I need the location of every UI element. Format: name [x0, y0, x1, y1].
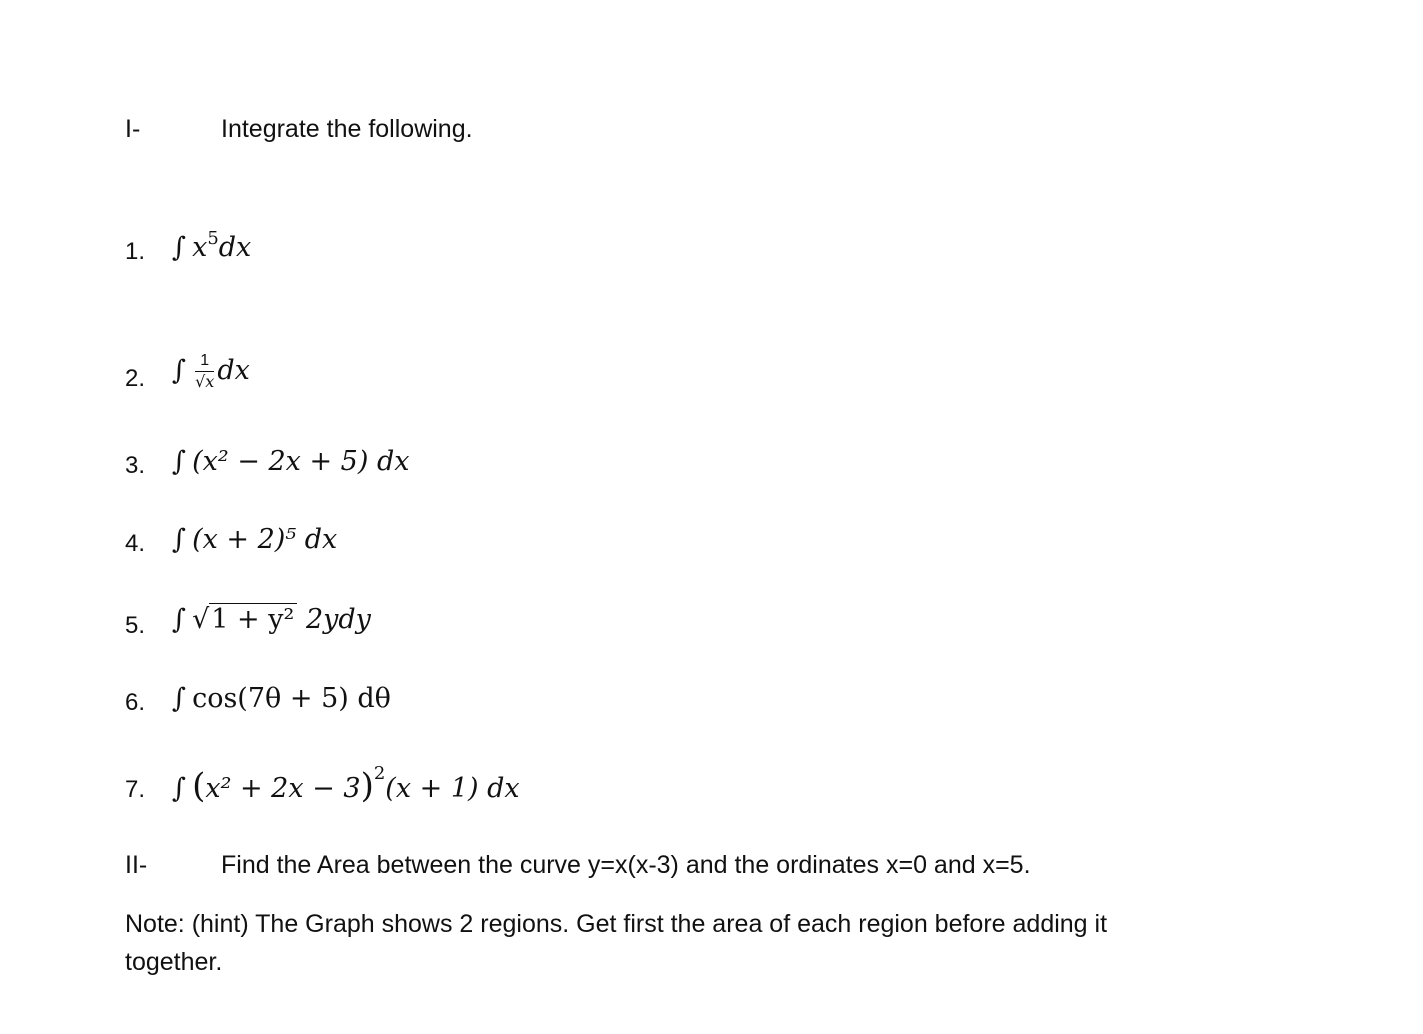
problem-1-expression: [172, 228, 252, 263]
note-line-2: together.: [125, 948, 223, 976]
integral-sign: ∫: [172, 604, 187, 635]
problem-1-base: x: [192, 232, 208, 263]
problem-5-differential: 2ydy: [305, 604, 371, 635]
note-line-1: Note: (hint) The Graph shows 2 regions. Get first the area of each region before adding it: [125, 910, 1108, 938]
problem-7-tail: (x + 1) dx: [385, 773, 520, 804]
integral-sign: ∫: [172, 524, 187, 555]
problem-2-expression: [172, 353, 250, 390]
section-1-title: Integrate the following.: [221, 115, 473, 143]
section-2-marker: II-: [125, 851, 148, 879]
integral-sign: ∫: [172, 446, 187, 477]
problem-4-expression: [172, 524, 337, 555]
integral-sign: ∫: [172, 683, 187, 714]
close-paren: ): [360, 766, 374, 806]
integral-sign: ∫: [172, 232, 187, 263]
problem-2-fraction: [195, 353, 214, 390]
problem-3-number: 3.: [125, 452, 146, 479]
radical-sign: √: [192, 604, 210, 635]
problem-5-radicand: 1 + y²: [209, 603, 297, 635]
integral-sign: ∫: [172, 355, 187, 386]
problem-3-integrand: (x² − 2x + 5) dx: [192, 446, 410, 477]
problem-7-inner: x² + 2x − 3: [205, 773, 361, 804]
section-1-marker: I-: [125, 115, 141, 143]
problem-4-number: 4.: [125, 530, 146, 557]
problem-7-expression: [172, 763, 520, 806]
problem-6-integrand: cos(7θ + 5) dθ: [192, 683, 391, 714]
problem-7-exponent: 2: [373, 763, 386, 784]
section-2-text: Find the Area between the curve y=x(x-3) and the ordinates x=0 and x=5.: [221, 851, 1031, 879]
problem-7-number: 7.: [125, 776, 146, 803]
problem-2-numerator: 1: [195, 353, 214, 372]
problem-2-differential: dx: [217, 355, 250, 386]
integral-sign: ∫: [172, 773, 187, 804]
problem-2-number: 2.: [125, 365, 146, 392]
problem-2-denominator: √x: [195, 372, 215, 391]
problem-4-integrand: (x + 2)⁵ dx: [192, 524, 338, 555]
problem-2-denominator-var: x: [205, 372, 215, 391]
problem-6-expression: [172, 683, 391, 714]
open-paren: (: [192, 766, 206, 806]
problem-5-radical: [192, 604, 297, 635]
problem-1-number: 1.: [125, 238, 146, 265]
problem-5-expression: [172, 604, 371, 635]
problem-1-exponent: 5: [207, 228, 219, 249]
problem-3-expression: [172, 446, 409, 477]
problem-1-differential: dx: [218, 232, 252, 263]
problem-5-number: 5.: [125, 612, 146, 639]
problem-6-number: 6.: [125, 689, 146, 716]
